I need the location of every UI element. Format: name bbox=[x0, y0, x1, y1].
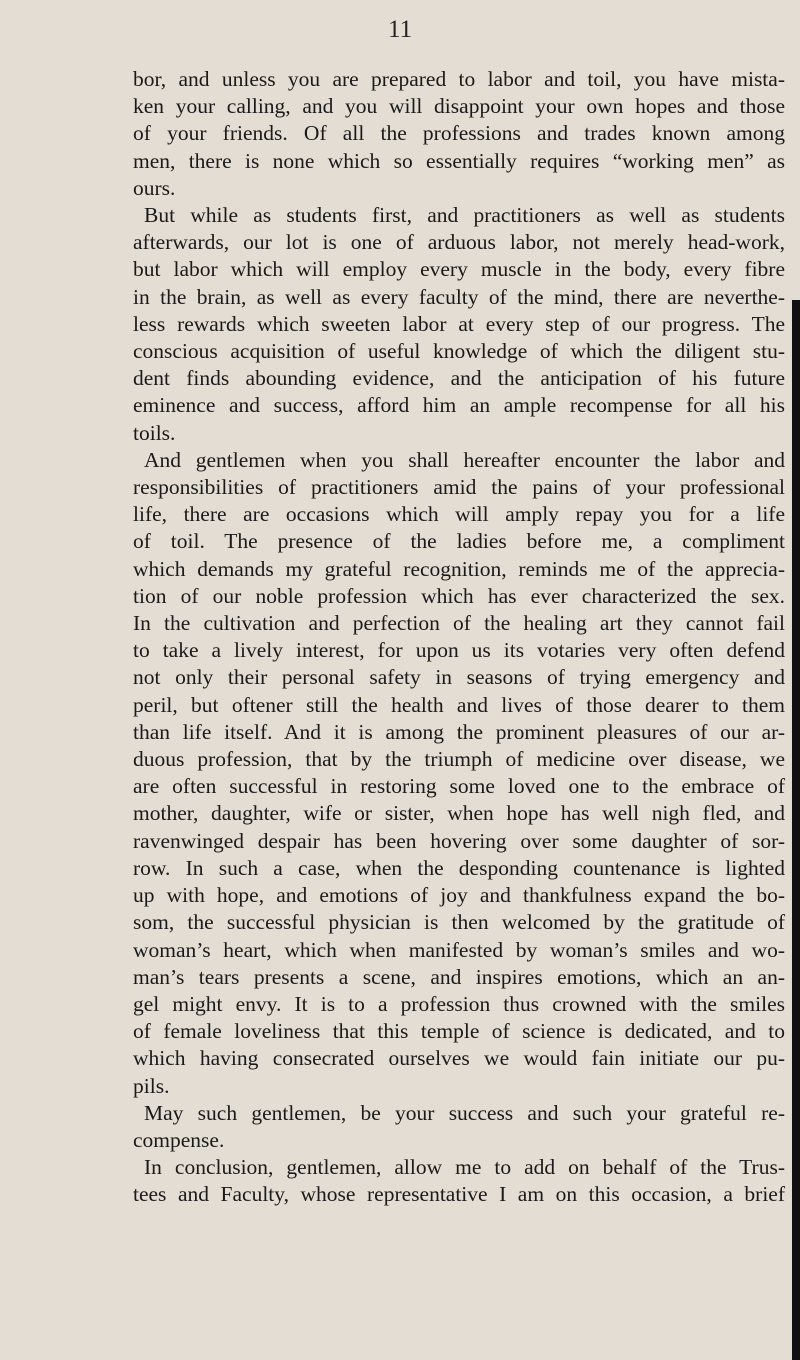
text-line: but labor which will employ every muscle in the body, every fibre bbox=[133, 257, 785, 282]
text-line: ken your calling, and you will disappoint your own hopes and those bbox=[133, 94, 785, 119]
text-line: of female loveliness that this temple of science is dedicated, and to bbox=[133, 1019, 785, 1044]
text-line: toils. bbox=[133, 420, 176, 445]
page-edge-shadow bbox=[792, 300, 800, 1360]
text-line: which demands my grateful recognition, reminds me of the apprecia- bbox=[133, 556, 785, 581]
text-line: tees and Faculty, whose representative I am on this occasion, a brief bbox=[133, 1182, 785, 1207]
text-line: And gentlemen when you shall hereafter encounter the labor and bbox=[144, 447, 785, 472]
text-line: But while as students first, and practitioners as well as students bbox=[144, 203, 785, 228]
text-line: pils. bbox=[133, 1073, 170, 1098]
text-line: In the cultivation and perfection of the healing art they cannot fail bbox=[133, 611, 785, 636]
text-line: man’s tears presents a scene, and inspires emotions, which an an- bbox=[133, 964, 785, 989]
text-line: which having consecrated ourselves we would fain initiate our pu- bbox=[133, 1046, 785, 1071]
text-line: to take a lively interest, for upon us its votaries very often defend bbox=[133, 638, 785, 663]
text-line: of toil. The presence of the ladies before me, a compliment bbox=[133, 529, 785, 554]
text-line: woman’s heart, which when manifested by woman’s smiles and wo- bbox=[133, 937, 785, 962]
text-line: bor, and unless you are prepared to labor and toil, you have mista- bbox=[133, 67, 785, 91]
text-line: som, the successful physician is then welcomed by the gratitude of bbox=[133, 910, 785, 935]
text-line: row. In such a case, when the desponding countenance is lighted bbox=[133, 855, 785, 880]
text-line: are often successful in restoring some loved one to the embrace of bbox=[133, 774, 785, 799]
text-line: up with hope, and emotions of joy and thankfulness expand the bo- bbox=[133, 883, 785, 908]
text-line: than life itself. And it is among the prominent pleasures of our ar- bbox=[133, 719, 785, 744]
text-line: gel might envy. It is to a profession thus crowned with the smiles bbox=[133, 991, 785, 1016]
page-number: 11 bbox=[388, 16, 413, 43]
text-line: compense. bbox=[133, 1127, 225, 1152]
text-line: dent finds abounding evidence, and the anticipation of his future bbox=[133, 366, 785, 391]
text-line: responsibilities of practitioners amid the pains of your professional bbox=[133, 475, 785, 500]
text-line: peril, but oftener still the health and lives of those dearer to them bbox=[133, 692, 785, 717]
text-line: afterwards, our lot is one of arduous labor, not merely head-work, bbox=[133, 230, 785, 255]
text-line: tion of our noble profession which has ever characterized the sex. bbox=[133, 583, 785, 608]
text-line: of your friends. Of all the professions and trades known among bbox=[133, 121, 785, 146]
page-body-text bbox=[133, 66, 785, 1209]
text-line: less rewards which sweeten labor at every step of our progress. The bbox=[133, 311, 785, 336]
text-line: In conclusion, gentlemen, allow me to add on behalf of the Trus- bbox=[144, 1155, 785, 1180]
text-line: ravenwinged despair has been hovering over some daughter of sor- bbox=[133, 828, 785, 853]
text-line: conscious acquisition of useful knowledge of which the diligent stu- bbox=[133, 339, 785, 364]
text-line: mother, daughter, wife or sister, when hope has well nigh fled, and bbox=[133, 801, 785, 826]
text-line: men, there is none which so essentially requires “working men” as bbox=[133, 148, 785, 173]
text-line: life, there are occasions which will amply repay you for a life bbox=[133, 502, 785, 527]
text-line: duous profession, that by the triumph of medicine over disease, we bbox=[133, 747, 785, 772]
text-line: ours. bbox=[133, 175, 176, 200]
text-line: eminence and success, afford him an ample recompense for all his bbox=[133, 393, 785, 418]
text-line: not only their personal safety in seasons of trying emergency and bbox=[133, 665, 785, 690]
text-line: in the brain, as well as every faculty of the mind, there are neverthe- bbox=[133, 284, 785, 309]
text-line: May such gentlemen, be your success and such your grateful re- bbox=[144, 1100, 785, 1125]
